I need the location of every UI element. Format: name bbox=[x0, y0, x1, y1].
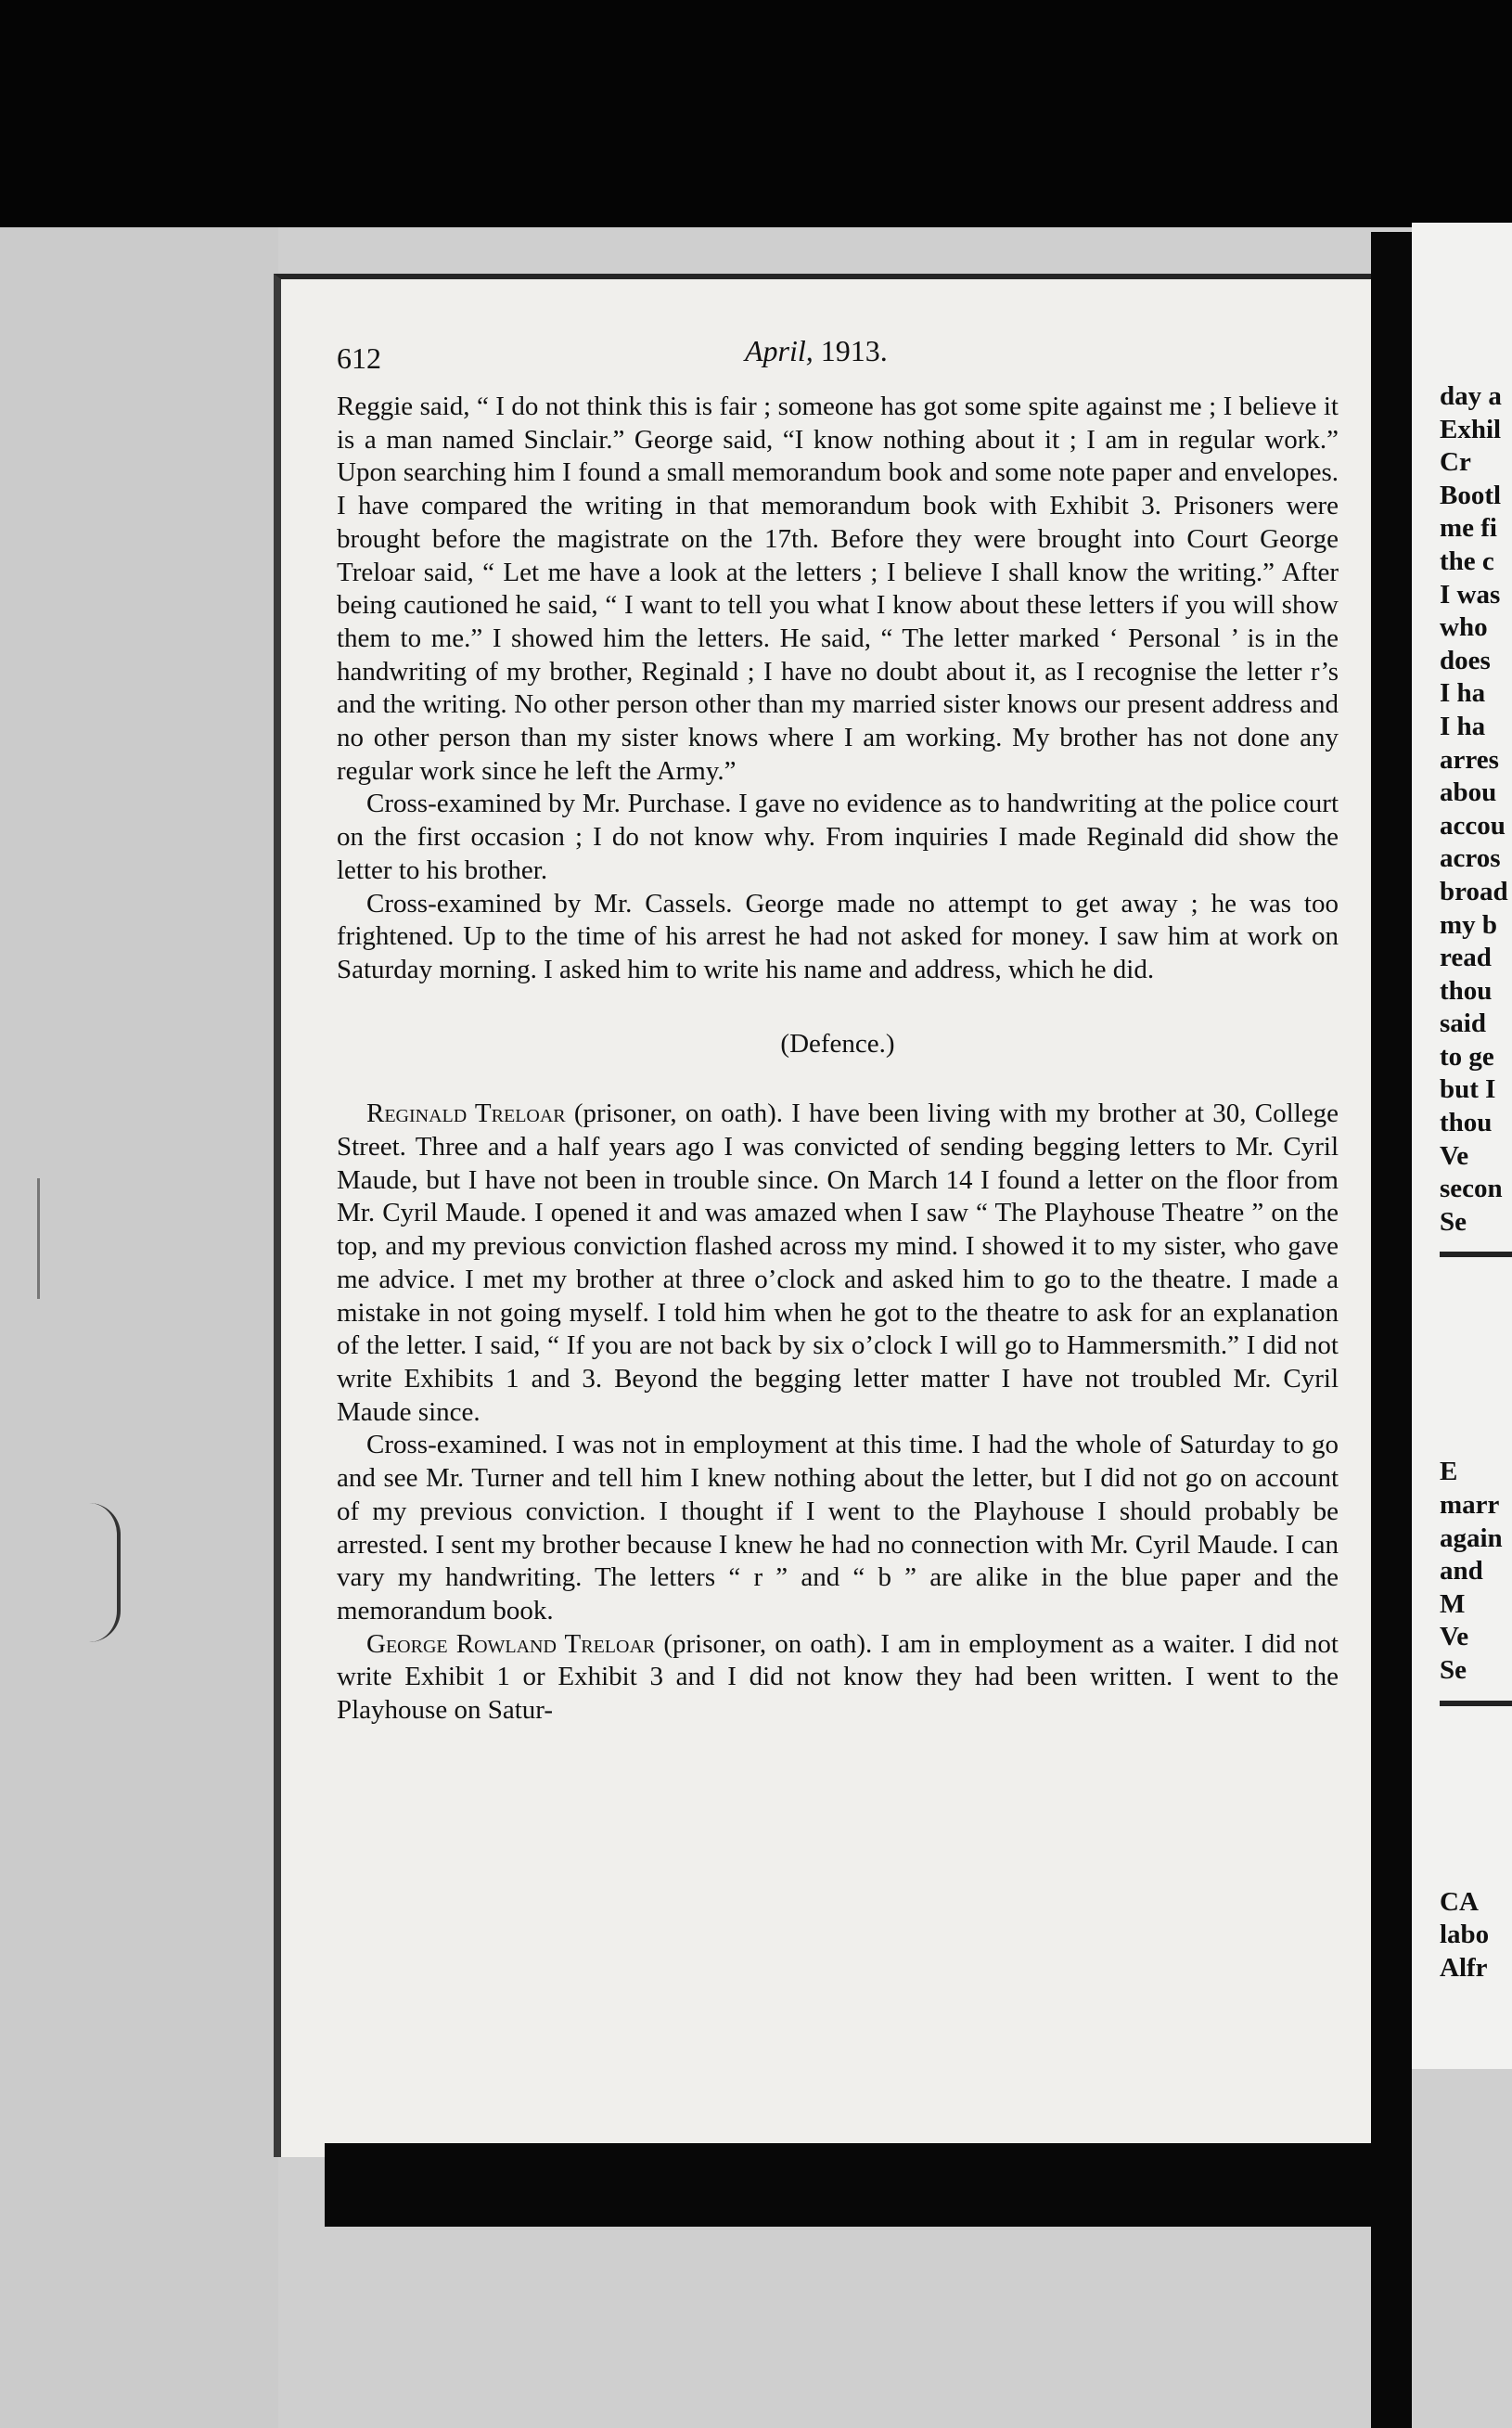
paragraph-george-testimony bbox=[337, 1628, 1339, 1728]
running-title bbox=[745, 335, 888, 368]
book-page bbox=[274, 274, 1373, 2157]
facing-page-line: to ge bbox=[1440, 1041, 1494, 1072]
facing-page-line: but I bbox=[1440, 1074, 1496, 1105]
paragraph-reginald-cross-examined: Cross-examined. I was not in employment at this time. I had the whole of Saturday to go and see Mr. Turner and tell him I knew nothing about the letter, but I did not go on account of my previous conviction. I thought if I went to the Playhouse I should probably be arrested. I sent my brother because I knew he had no connection with Mr. Cyril Maude. I can vary my handwriting. The letters “ r ” and “ b ” are alike in the blue paper and the memorandum book. bbox=[337, 1430, 1339, 1625]
page-content bbox=[337, 335, 1339, 1728]
facing-page-line: E bbox=[1440, 1457, 1458, 1487]
paragraph-reginald-testimony bbox=[337, 1098, 1339, 1429]
facing-page-line: marr bbox=[1440, 1490, 1500, 1521]
facing-page-line: again bbox=[1440, 1522, 1503, 1553]
paragraph-testimony: Reggie said, “ I do not think this is fair ; someone has got some spite against me ; I believe it is a man named Sinclair.” George said, “I know nothing about it ; I am in regular work.” Upon searching him I found a small memorandum book and some note paper and envelopes. I have compared the writing in that memorandum book with Exhibit 3. Prisoners were brought before the magistrate on the 17th. Before they were brought into Court George Treloar said, “ Let me have a look at the letters ; I believe I shall know the writing.” After being cautioned he said, “ I want to tell you what I know about these letters if you will show them to me.” I showed him the letters. He said, “ The letter marked ‘ Personal ’ is in the handwriting of my brother, Reginald ; I have no doubt about it, as I recognise the letter r’s and the writing. No other person other than my married sister knows our present address and no other person than my sister knows where I am working. My brother has not done any regular work since he left the Army.” bbox=[337, 392, 1339, 786]
facing-page-line: secon bbox=[1440, 1174, 1503, 1204]
running-year: 1913. bbox=[820, 334, 888, 367]
facing-page-line: Bootl bbox=[1440, 480, 1502, 510]
facing-page-line: Se bbox=[1440, 1206, 1467, 1237]
testimony-text: (prisoner, on oath). I have been living with my brother at 30, College Street. Three and a half years ago I was convicted of sending begging letters to Mr. Cyril Maude, but I have not been in trouble since. On March 14 I found a letter on the floor from Mr. Cyril Maude. I opened it and was amazed when I saw “ The Playhouse Theatre ” on the top, and my previous conviction flashed across my mind. I showed it to my sister, who gave me advice. I met my brother at three o’clock and asked him to go to the theatre. I made a mistake in not going myself. I told him when he got to the theatre to ask for an explanation of the letter. I said, “ If you are not back by six o’clock I will go to Hammersmith.” I did not write Exhibits 1 and 3. Beyond the begging letter matter I have not troubled Mr. Cyril Maude since. bbox=[337, 1098, 1339, 1427]
scan-mark-curve bbox=[89, 1503, 121, 1642]
microfilm-top-border bbox=[0, 0, 1512, 227]
witness-name: George Rowland Treloar bbox=[366, 1628, 656, 1659]
microfilm-bottom-border bbox=[325, 2143, 1382, 2227]
facing-page-line: arres bbox=[1440, 744, 1499, 775]
page-number: 612 bbox=[337, 341, 381, 375]
facing-page-line: I ha bbox=[1440, 678, 1486, 709]
facing-lines-mid bbox=[1412, 1456, 1512, 1687]
scan-left-margin bbox=[0, 227, 278, 2428]
facing-page-line: thou bbox=[1440, 1108, 1493, 1138]
facing-page-line: M bbox=[1440, 1588, 1466, 1619]
paragraph-cross-examination-cassels: Cross-examined by Mr. Cassels. George made no attempt to get away ; he was too frightened. Up to the time of his arrest he had not asked for money. I saw him at work on Saturday morning. I asked him to write his name and address, which he did. bbox=[337, 888, 1339, 984]
facing-page-line: acros bbox=[1440, 843, 1501, 874]
facing-page-line: abou bbox=[1440, 777, 1497, 808]
facing-page-line: Ve bbox=[1440, 1622, 1469, 1652]
facing-page-line: Ve bbox=[1440, 1140, 1469, 1171]
facing-page-line: does bbox=[1440, 645, 1491, 675]
facing-page-line: thou bbox=[1440, 975, 1493, 1006]
facing-lines-top bbox=[1412, 380, 1512, 1239]
facing-page-line: read bbox=[1440, 943, 1492, 973]
facing-page-line: said bbox=[1440, 1008, 1486, 1039]
facing-page-line: Cr bbox=[1440, 447, 1471, 478]
facing-page-line: Alfr bbox=[1440, 1952, 1488, 1983]
facing-page-line: day a bbox=[1440, 381, 1502, 411]
testimony-text: (prisoner, on oath). I am in employment as a waiter. I did not write Exhibit 1 or Exhibit 3 and I did not know they had been written. I went to the Playhouse on Satur- bbox=[337, 1628, 1339, 1726]
facing-page-line: I was bbox=[1440, 579, 1501, 610]
facing-page-line: who bbox=[1440, 612, 1488, 643]
divider-rule bbox=[1440, 1701, 1512, 1706]
facing-page-fragment bbox=[1412, 223, 1512, 2069]
facing-page-line: Se bbox=[1440, 1655, 1467, 1685]
facing-page-line: CA bbox=[1440, 1886, 1479, 1917]
paragraph-cross-examination-purchase: Cross-examined by Mr. Purchase. I gave no evidence as to handwriting at the police court on the first occasion ; I do not know why. From inquiries I made Reginald did show the letter to his brother. bbox=[337, 789, 1339, 885]
facing-page-line: accou bbox=[1440, 810, 1506, 841]
running-month: April, bbox=[745, 334, 814, 367]
facing-page-line: me fi bbox=[1440, 513, 1497, 544]
facing-page-line: Exhil bbox=[1440, 414, 1502, 444]
facing-page-line: labo bbox=[1440, 1920, 1490, 1950]
witness-name: Reginald Treloar bbox=[366, 1098, 566, 1129]
scan-mark bbox=[37, 1178, 40, 1299]
book-gutter bbox=[1371, 232, 1412, 2428]
facing-page-line: I ha bbox=[1440, 711, 1486, 741]
defence-heading: (Defence.) bbox=[780, 1028, 895, 1059]
facing-lines-bottom bbox=[1412, 1886, 1512, 1985]
divider-rule bbox=[1440, 1252, 1512, 1257]
running-head bbox=[337, 335, 1339, 391]
facing-page-line: the c bbox=[1440, 546, 1494, 576]
facing-page-line: my b bbox=[1440, 909, 1498, 940]
facing-page-line: and bbox=[1440, 1556, 1483, 1587]
facing-page-line: broad bbox=[1440, 876, 1508, 906]
